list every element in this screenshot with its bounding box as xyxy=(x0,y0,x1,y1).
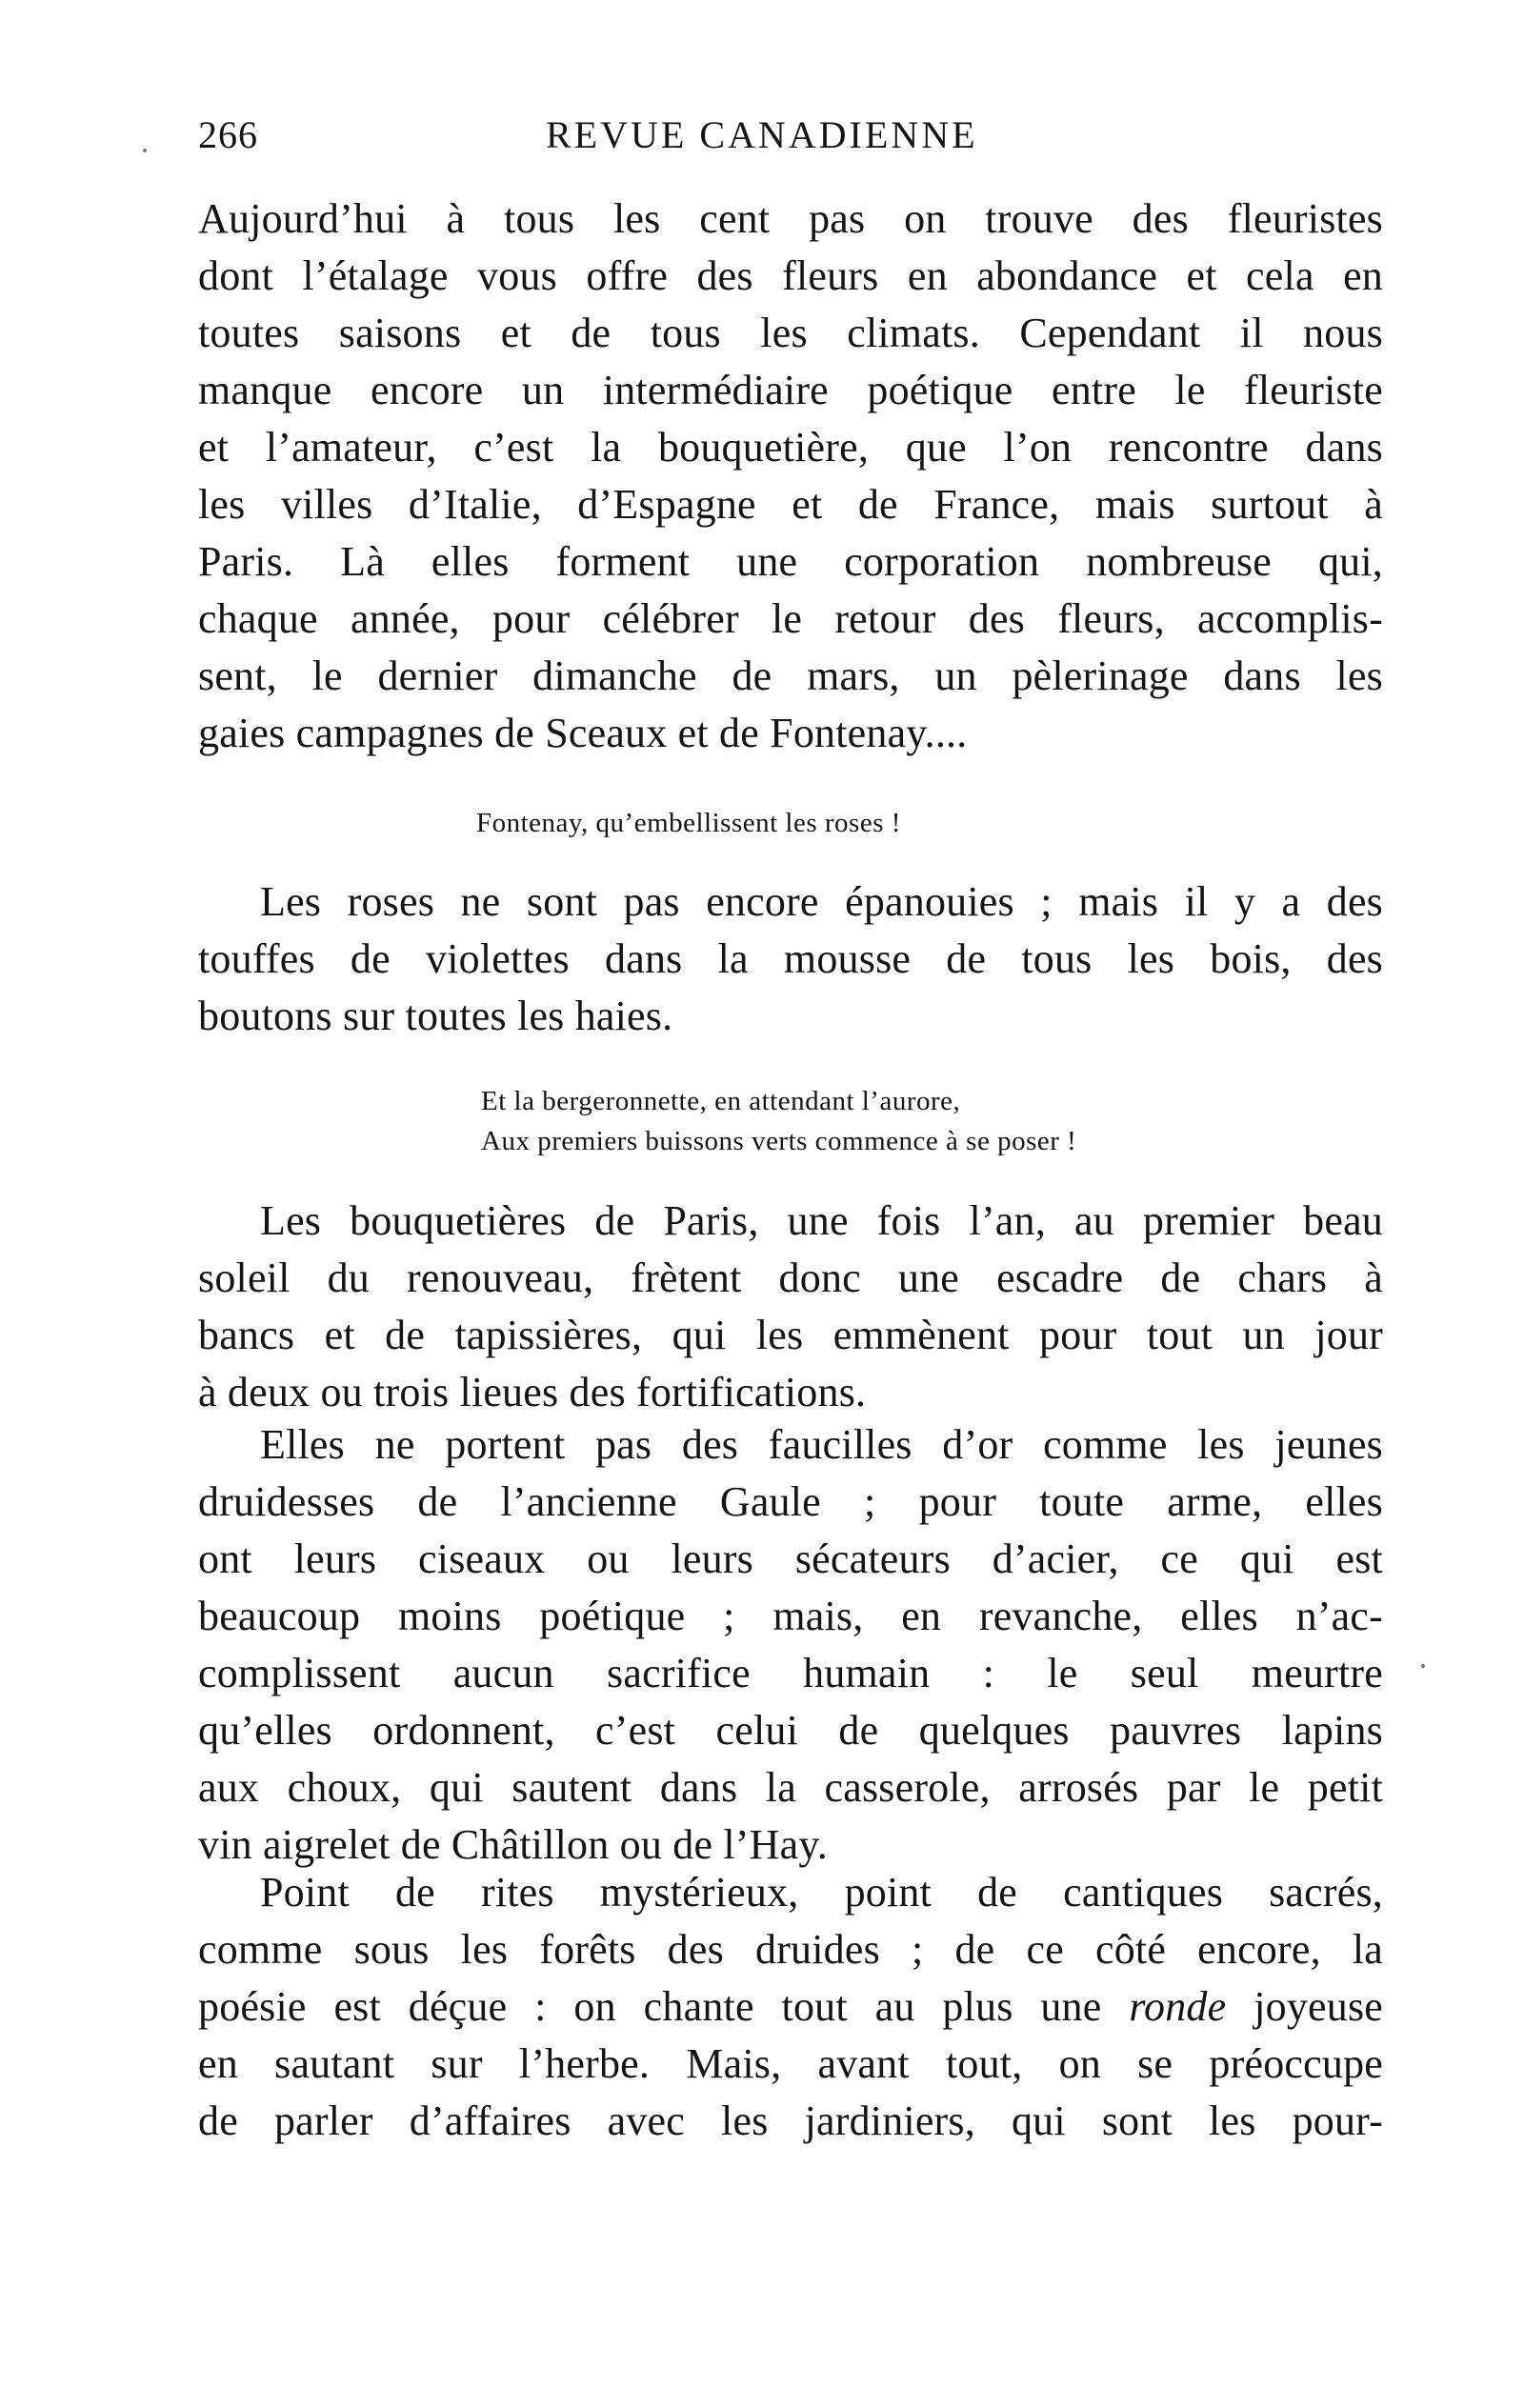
text-line: toutes saisons et de tous les climats. Cependant il nous xyxy=(198,310,1383,356)
paragraph-5 xyxy=(198,1864,1383,2150)
print-speck xyxy=(143,149,147,152)
text-line: de parler d’affaires avec les jardiniers, qui sont les pour- xyxy=(198,2097,1383,2144)
text-line: comme sous les forêts des druides ; de ce côté encore, la xyxy=(198,1926,1383,1973)
text-line: chaque année, pour célébrer le retour des fleurs, accomplis- xyxy=(198,595,1383,642)
paragraph-1 xyxy=(198,191,1383,762)
text-line: à deux ou trois lieues des fortifications. xyxy=(198,1369,867,1415)
italic-word: ronde xyxy=(1129,1983,1227,2030)
paragraph-4 xyxy=(198,1416,1383,1874)
text-line: beaucoup moins poétique ; mais, en revanche, elles n’ac- xyxy=(198,1593,1383,1639)
text-line: Les roses ne sont pas encore épanouies ; mais il y a des xyxy=(260,878,1383,925)
journal-title: REVUE CANADIENNE xyxy=(546,113,978,156)
paragraph-3 xyxy=(198,1193,1383,1421)
text-line: gaies campagnes de Sceaux et de Fontenay.... xyxy=(198,710,968,756)
text-line: complissent aucun sacrifice humain : le seul meurtre xyxy=(198,1650,1383,1696)
text-line: sent, le dernier dimanche de mars, un pèlerinage dans les xyxy=(198,652,1383,699)
text-line: en sautant sur l’herbe. Mais, avant tout, on se préoccupe xyxy=(198,2040,1383,2087)
text-line: druidesses de l’ancienne Gaule ; pour toute arme, elles xyxy=(198,1478,1383,1525)
text-line: aux choux, qui sautent dans la casserole, arrosés par le petit xyxy=(198,1764,1383,1811)
text-line: manque encore un intermédiaire poétique entre le fleuriste xyxy=(198,367,1383,413)
text-line: Point de rites mystérieux, point de cantiques sacrés, xyxy=(260,1869,1383,1916)
text-line: les villes d’Italie, d’Espagne et de France, mais surtout à xyxy=(198,481,1383,528)
text-line: Elles ne portent pas des faucilles d’or comme les jeunes xyxy=(260,1421,1383,1468)
text-segment: joyeuse xyxy=(1226,1983,1384,2030)
verse-quote-1: Fontenay, qu’embellissent les roses ! xyxy=(476,808,901,838)
text-line: vin aigrelet de Châtillon ou de l’Hay. xyxy=(198,1821,828,1868)
text-line: ont leurs ciseaux ou leurs sécateurs d’acier, ce qui est xyxy=(198,1535,1383,1582)
text-line: et l’amateur, c’est la bouquetière, que l’on rencontre dans xyxy=(198,424,1383,471)
verse-quote-2-line-2: Aux premiers buissons verts commence à se poser ! xyxy=(481,1126,1077,1156)
text-line: qu’elles ordonnent, c’est celui de quelques pauvres lapins xyxy=(198,1707,1383,1754)
paragraph-2 xyxy=(198,873,1383,1045)
verse-quote-2-line-1: Et la bergeronnette, en attendant l’aurore, xyxy=(481,1086,961,1116)
text-line: touffes de violettes dans la mousse de tous les bois, des xyxy=(198,935,1383,982)
text-line: bancs et de tapissières, qui les emmènent pour tout un jour xyxy=(198,1312,1383,1358)
text-line: Aujourd’hui à tous les cent pas on trouve des fleuristes xyxy=(198,195,1383,242)
text-line-with-italic xyxy=(198,1978,1383,2036)
print-speck xyxy=(1421,1664,1425,1668)
text-line: dont l’étalage vous offre des fleurs en abondance et cela en xyxy=(198,252,1383,299)
text-line: boutons sur toutes les haies. xyxy=(198,993,673,1039)
text-line: soleil du renouveau, frètent donc une escadre de chars à xyxy=(198,1254,1383,1301)
running-head xyxy=(198,112,1027,170)
text-segment: poésie est déçue : on chante tout au plus une xyxy=(198,1983,1130,2030)
text-line: Paris. Là elles forment une corporation nombreuse qui, xyxy=(198,538,1383,585)
text-line: Les bouquetières de Paris, une fois l’an, au premier beau xyxy=(260,1197,1383,1244)
page-number: 266 xyxy=(198,113,258,156)
